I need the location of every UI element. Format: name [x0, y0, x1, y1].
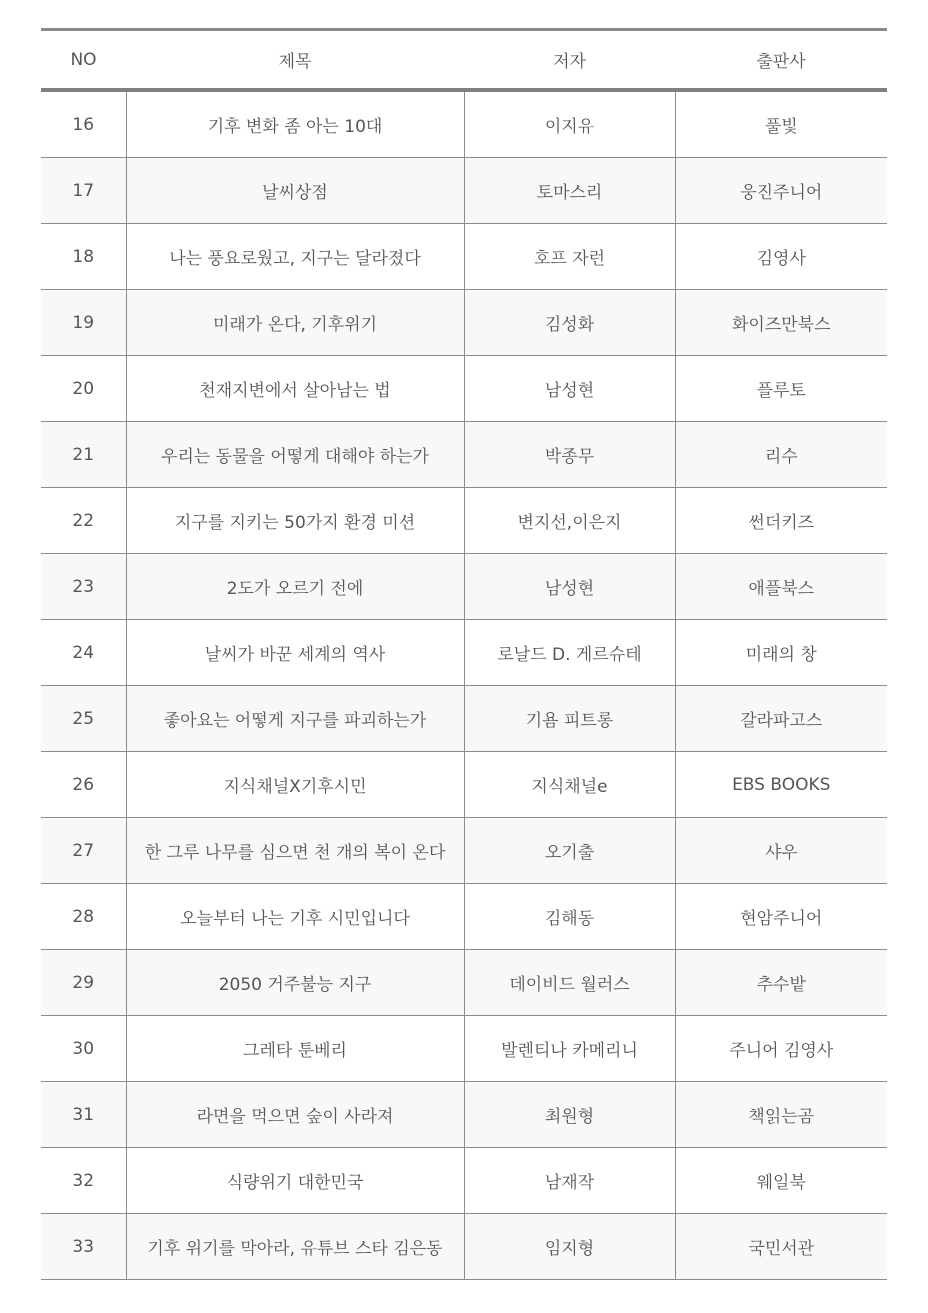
cell-title: 나는 풍요로웠고, 지구는 달라졌다 [126, 224, 464, 290]
cell-title: 라면을 먹으면 숲이 사라져 [126, 1082, 464, 1148]
book-list-table [41, 28, 887, 1280]
cell-author: 김성화 [464, 290, 675, 356]
cell-no: 16 [41, 90, 126, 158]
table-row [41, 686, 887, 752]
cell-title: 날씨가 바꾼 세계의 역사 [126, 620, 464, 686]
table-row [41, 158, 887, 224]
cell-author: 남성현 [464, 554, 675, 620]
header-no: NO [41, 30, 126, 91]
table-row [41, 90, 887, 158]
cell-no: 33 [41, 1214, 126, 1280]
cell-publisher: EBS BOOKS [675, 752, 887, 818]
cell-no: 24 [41, 620, 126, 686]
cell-title: 2050 거주불능 지구 [126, 950, 464, 1016]
table-row [41, 1214, 887, 1280]
cell-author: 임지형 [464, 1214, 675, 1280]
table-row [41, 422, 887, 488]
cell-title: 식량위기 대한민국 [126, 1148, 464, 1214]
cell-publisher: 샤우 [675, 818, 887, 884]
cell-no: 29 [41, 950, 126, 1016]
cell-no: 27 [41, 818, 126, 884]
cell-title: 오늘부터 나는 기후 시민입니다 [126, 884, 464, 950]
header-publisher: 출판사 [675, 30, 887, 91]
table-row [41, 290, 887, 356]
cell-publisher: 김영사 [675, 224, 887, 290]
cell-author: 변지선,이은지 [464, 488, 675, 554]
cell-title: 2도가 오르기 전에 [126, 554, 464, 620]
table-row [41, 488, 887, 554]
cell-publisher: 리수 [675, 422, 887, 488]
table-row [41, 884, 887, 950]
cell-title: 기후 위기를 막아라, 유튜브 스타 김은동 [126, 1214, 464, 1280]
cell-no: 30 [41, 1016, 126, 1082]
cell-no: 32 [41, 1148, 126, 1214]
cell-title: 지식채널X기후시민 [126, 752, 464, 818]
cell-author: 발렌티나 카메리니 [464, 1016, 675, 1082]
table-row [41, 1082, 887, 1148]
cell-author: 지식채널e [464, 752, 675, 818]
table-row [41, 554, 887, 620]
cell-no: 25 [41, 686, 126, 752]
cell-publisher: 플루토 [675, 356, 887, 422]
table-body [41, 90, 887, 1280]
cell-author: 남성현 [464, 356, 675, 422]
cell-author: 호프 자런 [464, 224, 675, 290]
table-row [41, 818, 887, 884]
cell-title: 기후 변화 좀 아는 10대 [126, 90, 464, 158]
header-author: 저자 [464, 30, 675, 91]
cell-no: 17 [41, 158, 126, 224]
cell-title: 미래가 온다, 기후위기 [126, 290, 464, 356]
table-row [41, 752, 887, 818]
cell-title: 날씨상점 [126, 158, 464, 224]
table-header [41, 30, 887, 91]
cell-author: 박종무 [464, 422, 675, 488]
cell-author: 로날드 D. 게르슈테 [464, 620, 675, 686]
cell-title: 천재지변에서 살아남는 법 [126, 356, 464, 422]
cell-author: 오기출 [464, 818, 675, 884]
cell-publisher: 썬더키즈 [675, 488, 887, 554]
cell-title: 그레타 툰베리 [126, 1016, 464, 1082]
cell-author: 이지유 [464, 90, 675, 158]
cell-publisher: 화이즈만북스 [675, 290, 887, 356]
cell-author: 김해동 [464, 884, 675, 950]
cell-author: 최원형 [464, 1082, 675, 1148]
cell-no: 28 [41, 884, 126, 950]
cell-author: 기욤 피트롱 [464, 686, 675, 752]
cell-title: 한 그루 나무를 심으면 천 개의 복이 온다 [126, 818, 464, 884]
cell-no: 19 [41, 290, 126, 356]
header-row [41, 30, 887, 91]
cell-publisher: 주니어 김영사 [675, 1016, 887, 1082]
table-row [41, 1016, 887, 1082]
cell-author: 데이비드 월러스 [464, 950, 675, 1016]
cell-no: 23 [41, 554, 126, 620]
cell-publisher: 갈라파고스 [675, 686, 887, 752]
table-row [41, 356, 887, 422]
cell-no: 18 [41, 224, 126, 290]
table-row [41, 1148, 887, 1214]
header-title: 제목 [126, 30, 464, 91]
cell-publisher: 현암주니어 [675, 884, 887, 950]
cell-no: 22 [41, 488, 126, 554]
cell-no: 20 [41, 356, 126, 422]
cell-publisher: 미래의 창 [675, 620, 887, 686]
cell-title: 우리는 동물을 어떻게 대해야 하는가 [126, 422, 464, 488]
cell-no: 26 [41, 752, 126, 818]
cell-publisher: 추수밭 [675, 950, 887, 1016]
cell-author: 남재작 [464, 1148, 675, 1214]
cell-no: 31 [41, 1082, 126, 1148]
cell-title: 지구를 지키는 50가지 환경 미션 [126, 488, 464, 554]
table-row [41, 620, 887, 686]
cell-publisher: 풀빛 [675, 90, 887, 158]
cell-title: 좋아요는 어떻게 지구를 파괴하는가 [126, 686, 464, 752]
table-row [41, 950, 887, 1016]
cell-publisher: 웅진주니어 [675, 158, 887, 224]
cell-publisher: 웨일북 [675, 1148, 887, 1214]
cell-author: 토마스리 [464, 158, 675, 224]
cell-publisher: 국민서관 [675, 1214, 887, 1280]
cell-publisher: 애플북스 [675, 554, 887, 620]
cell-no: 21 [41, 422, 126, 488]
table-row [41, 224, 887, 290]
cell-publisher: 책읽는곰 [675, 1082, 887, 1148]
